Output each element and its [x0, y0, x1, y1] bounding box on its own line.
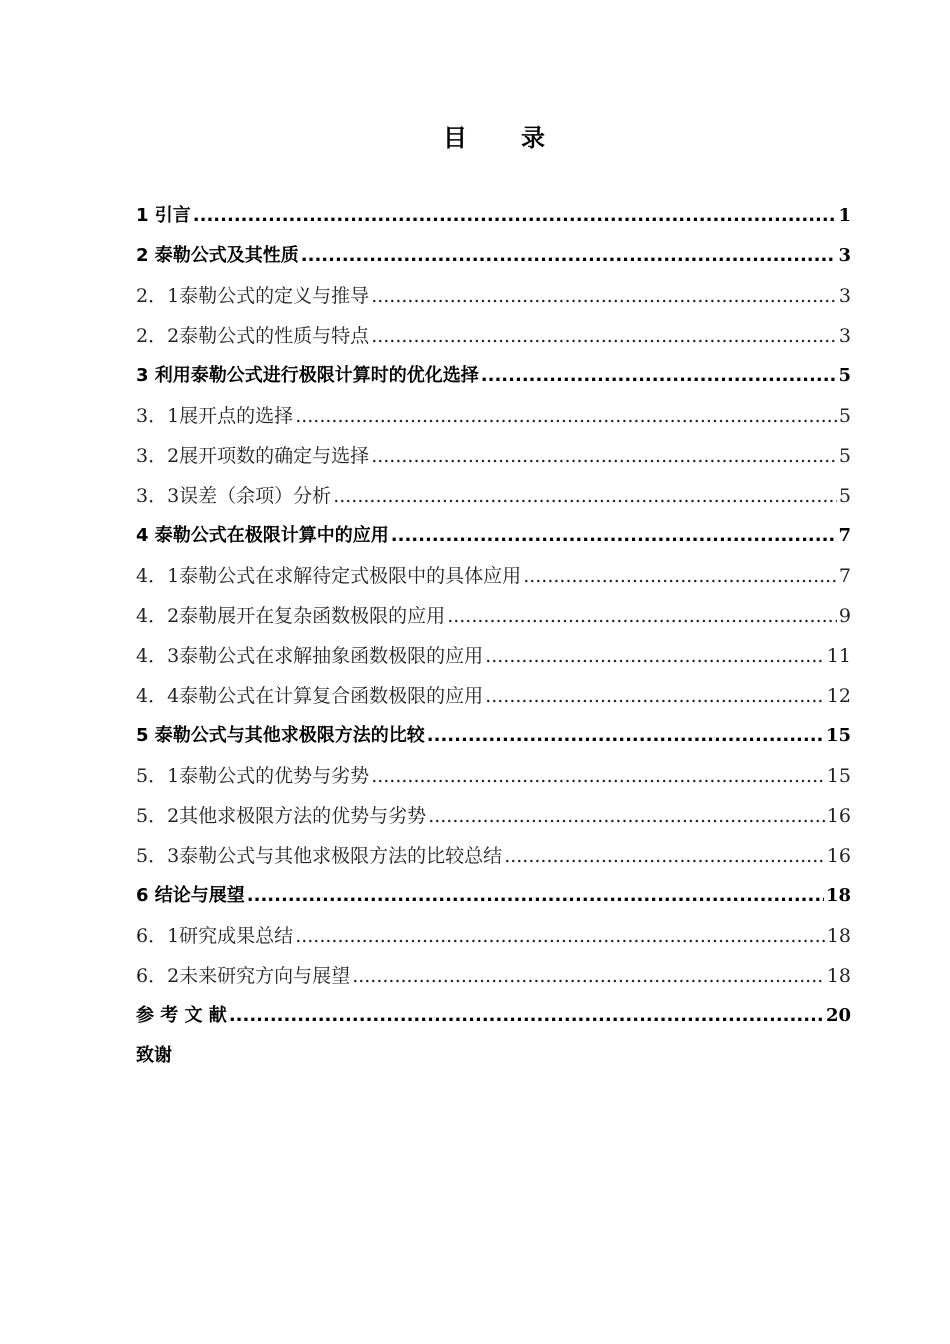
toc-entry-page: 9 [838, 605, 851, 627]
toc-entry-page: 1 [838, 205, 851, 226]
toc-entry-label: 5 泰勒公式与其他求极限方法的比较 [136, 725, 425, 746]
toc-entry-page: 3 [838, 325, 851, 347]
toc-entry-label: 6 结论与展望 [136, 885, 245, 906]
toc-entry[interactable] [136, 678, 851, 718]
toc-entry-page: 7 [838, 565, 851, 587]
toc-entry[interactable] [136, 438, 851, 478]
toc-entry-label: 4．1泰勒公式在求解待定式极限中的具体应用 [136, 565, 522, 587]
toc-entry-page: 11 [826, 645, 851, 667]
toc-entry-label: 2．1泰勒公式的定义与推导 [136, 285, 370, 307]
toc-entry[interactable] [136, 238, 851, 278]
toc-entry[interactable] [136, 758, 851, 798]
toc-entry-label: 3 利用泰勒公式进行极限计算时的优化选择 [136, 365, 479, 386]
toc-entry-label: 4 泰勒公式在极限计算中的应用 [136, 525, 389, 546]
toc-entry-page: 16 [826, 845, 851, 867]
toc-entry-label: 4．4泰勒公式在计算复合函数极限的应用 [136, 685, 484, 707]
toc-entry[interactable] [136, 318, 851, 358]
dot-leader [485, 678, 825, 714]
dot-leader [333, 478, 837, 514]
toc-entry-page: 12 [826, 685, 851, 707]
toc-entry[interactable] [136, 478, 851, 518]
dot-leader [447, 598, 837, 634]
toc-entry-page: 16 [826, 805, 851, 827]
toc-entry-label: 3．2展开项数的确定与选择 [136, 445, 370, 467]
toc-entry[interactable] [136, 398, 851, 438]
dot-leader [504, 838, 825, 874]
dot-leader [428, 798, 825, 834]
dot-leader [427, 718, 824, 754]
toc-entry-label: 4．3泰勒公式在求解抽象函数极限的应用 [136, 645, 484, 667]
toc-entry[interactable] [136, 878, 851, 918]
dot-leader [295, 398, 837, 434]
toc-entry[interactable] [136, 198, 851, 238]
toc-entry-page: 3 [838, 245, 851, 266]
toc-entry[interactable] [136, 638, 851, 678]
toc-entry-label: 参 考 文 献 [136, 1005, 227, 1026]
toc-entry-label: 6．2未来研究方向与展望 [136, 965, 351, 987]
toc-title: 目 录 [443, 124, 547, 152]
toc-entry-page: 5 [838, 365, 851, 386]
dot-leader [523, 558, 837, 594]
toc-entry[interactable] [136, 998, 851, 1038]
toc-entry-page: 15 [826, 765, 851, 787]
dot-leader [229, 998, 824, 1034]
toc-entry-page: 5 [838, 405, 851, 427]
toc-entry-label: 3．1展开点的选择 [136, 405, 294, 427]
toc-entry[interactable] [136, 798, 851, 838]
toc-entry-label: 6．1研究成果总结 [136, 925, 294, 947]
toc-entry-page: 20 [825, 1005, 851, 1026]
toc-entry-page: 18 [826, 965, 851, 987]
toc-entry[interactable] [136, 518, 851, 558]
toc-entry[interactable] [136, 278, 851, 318]
dot-leader [301, 238, 837, 274]
toc-entry-page: 15 [825, 725, 851, 746]
dot-leader [295, 918, 825, 954]
dot-leader [481, 358, 837, 394]
dot-leader [371, 278, 837, 314]
dot-leader [352, 958, 825, 994]
toc-entry-label: 1 引言 [136, 205, 191, 226]
toc-entry[interactable] [136, 358, 851, 398]
toc-entry[interactable] [136, 838, 851, 878]
toc-entry-label: 5．3泰勒公式与其他求极限方法的比较总结 [136, 845, 503, 867]
toc-entry[interactable] [136, 558, 851, 598]
toc-entry-label: 2．2泰勒公式的性质与特点 [136, 325, 370, 347]
toc-entry-label: 4．2泰勒展开在复杂函数极限的应用 [136, 605, 446, 627]
toc-entry-page: 18 [825, 885, 851, 906]
toc-entry-page: 5 [838, 485, 851, 507]
dot-leader [391, 518, 837, 554]
dot-leader [371, 438, 837, 474]
toc-entry-label: 5．2其他求极限方法的优势与劣势 [136, 805, 427, 827]
toc-entry-label: 2 泰勒公式及其性质 [136, 245, 299, 266]
dot-leader [371, 318, 837, 354]
dot-leader [247, 878, 824, 914]
toc-entry[interactable] [136, 1038, 851, 1078]
toc-entry[interactable] [136, 918, 851, 958]
toc-entry[interactable] [136, 718, 851, 758]
toc-entry-label: 5．1泰勒公式的优势与劣势 [136, 765, 370, 787]
table-of-contents [136, 198, 851, 1078]
dot-leader [485, 638, 825, 674]
toc-entry-page: 5 [838, 445, 851, 467]
toc-entry[interactable] [136, 598, 851, 638]
toc-entry-label: 3．3误差（余项）分析 [136, 485, 332, 507]
toc-entry[interactable] [136, 958, 851, 998]
toc-entry-page: 7 [838, 525, 851, 546]
toc-entry-page: 18 [826, 925, 851, 947]
dot-leader [371, 758, 825, 794]
dot-leader [193, 198, 837, 234]
toc-entry-page: 3 [838, 285, 851, 307]
toc-entry-label: 致谢 [136, 1045, 172, 1066]
